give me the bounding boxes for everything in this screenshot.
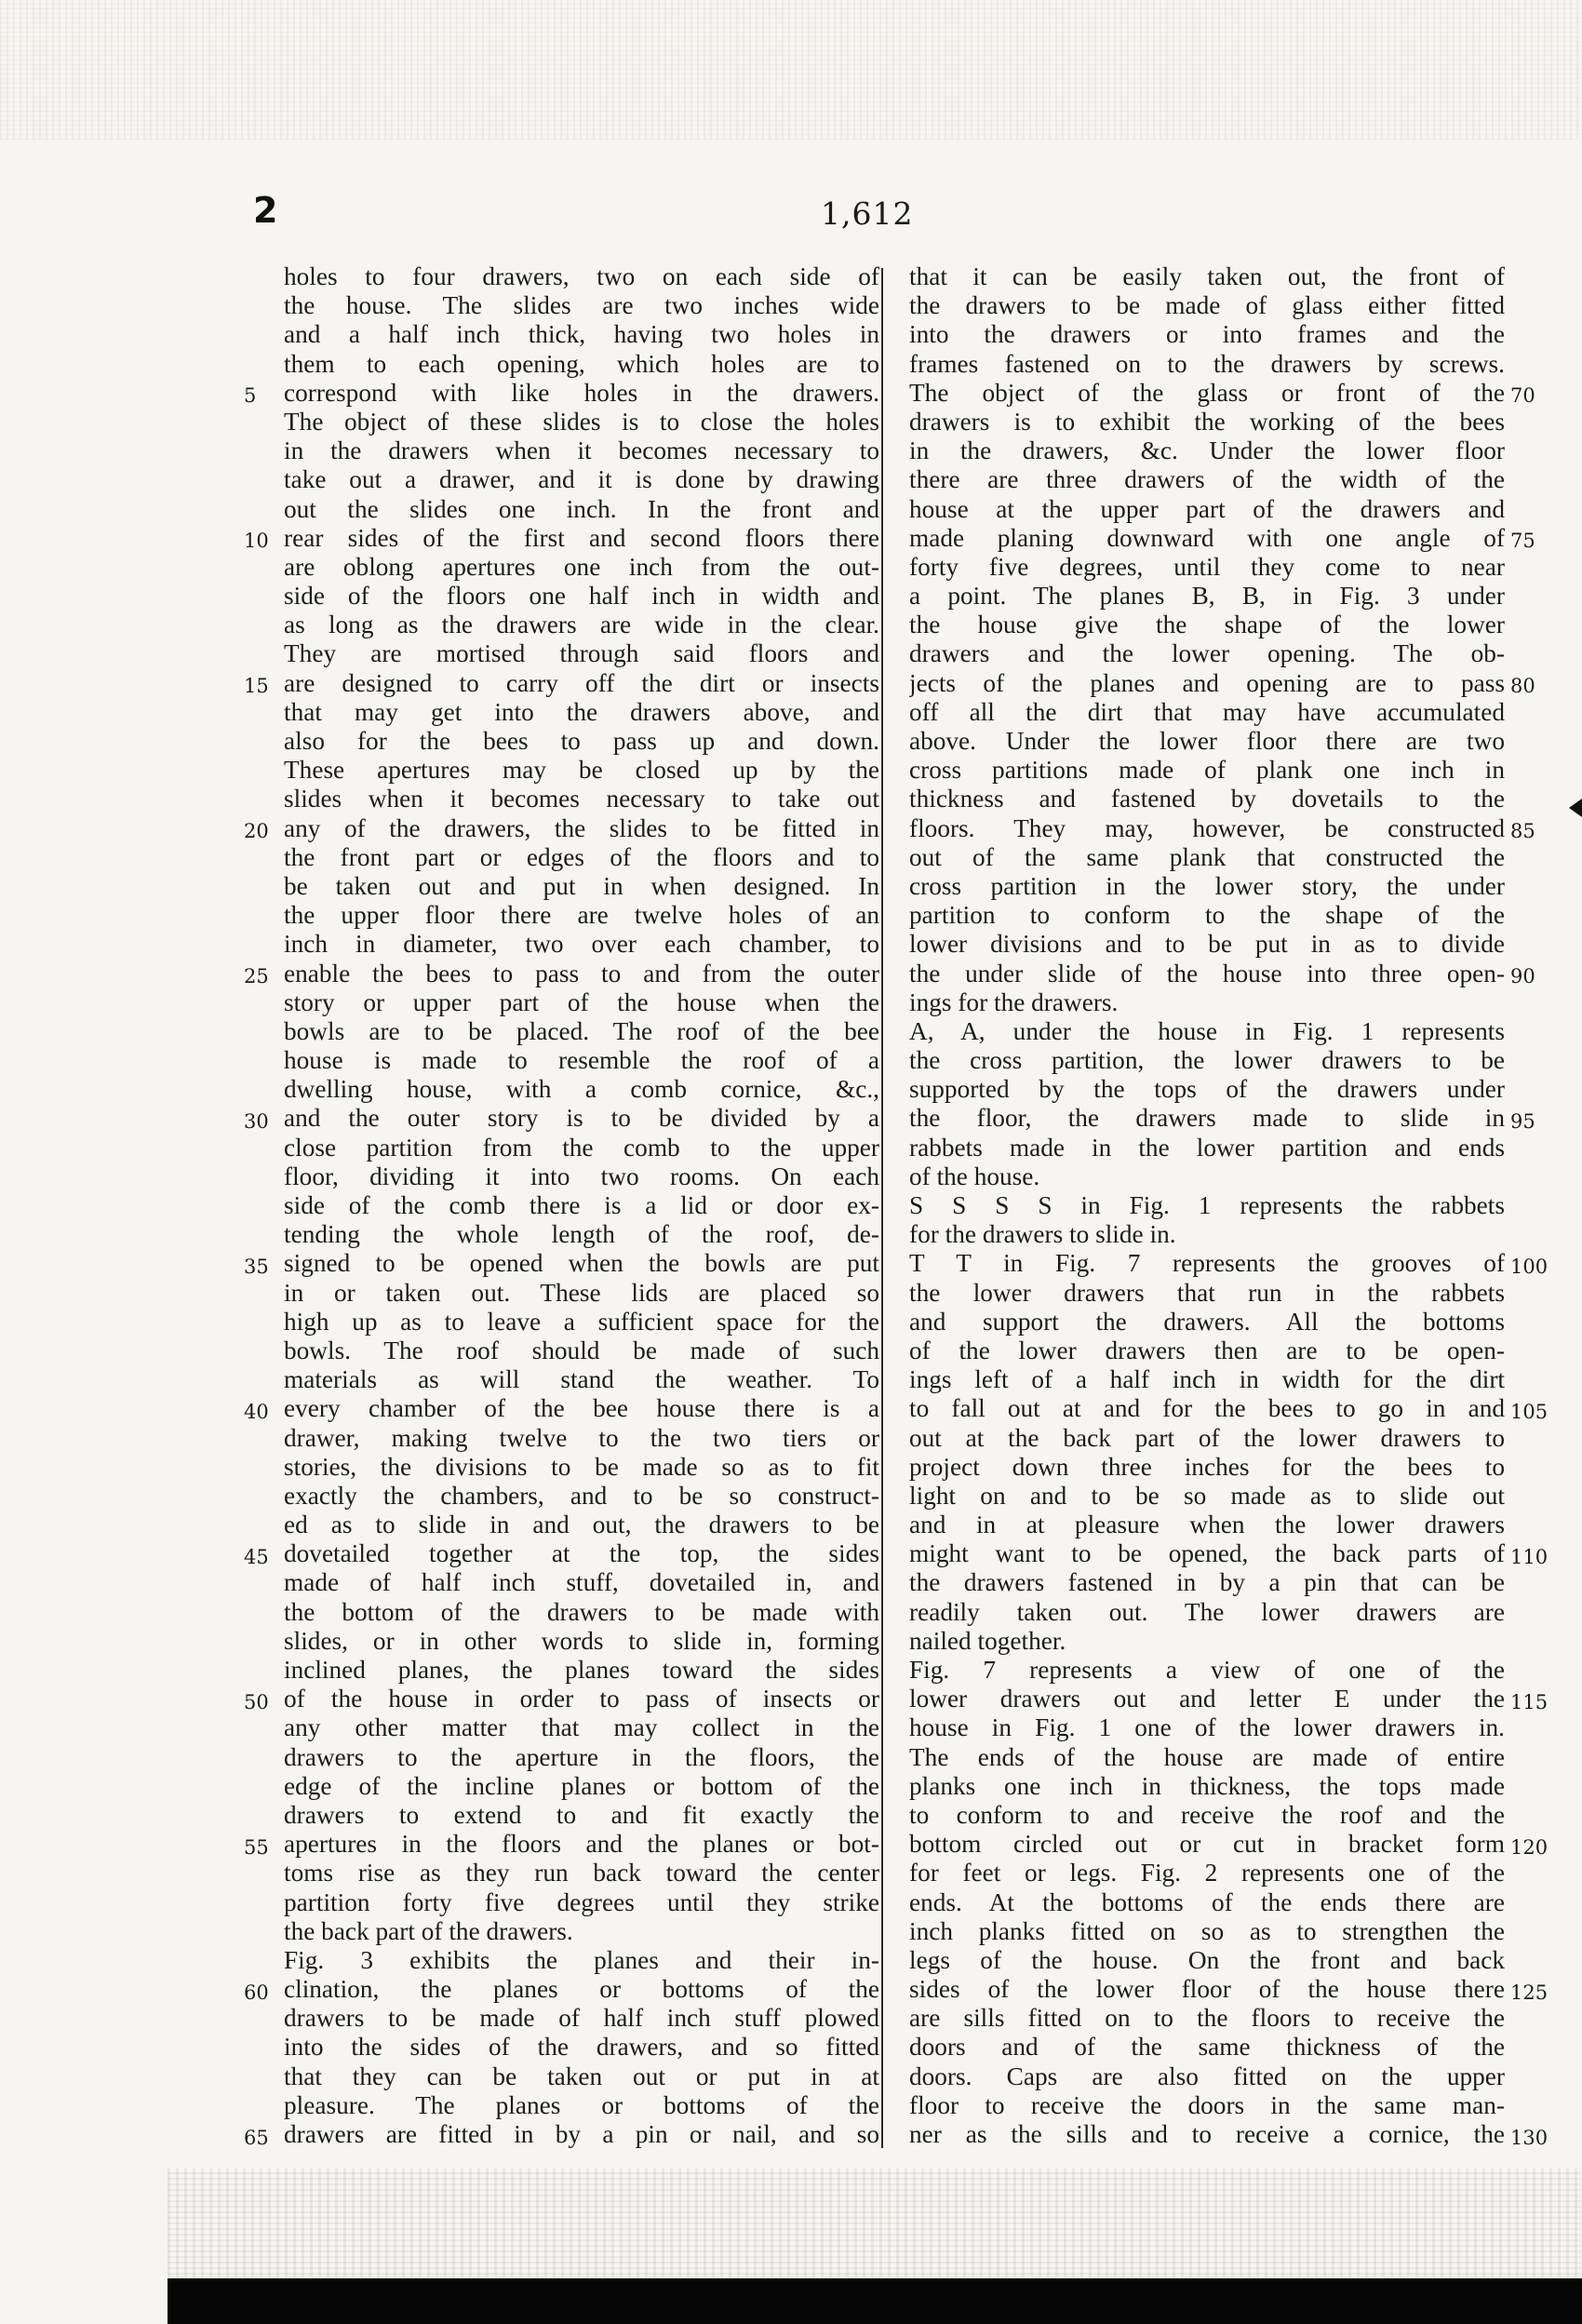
text-line: ner as the sills and to receive a cornice, the [909,2120,1505,2148]
text-line: correspond with like holes in the drawers. [284,378,879,407]
text-line: cross partitions made of plank one inch in [909,756,1505,785]
text-line: exactly the chambers, and to be so construct- [284,1481,879,1510]
text-line: house in Fig. 1 one of the lower drawers in. [909,1713,1505,1742]
text-line: the house give the shape of the lower [909,611,1505,639]
text-line: rabbets made in the lower partition and ends [909,1133,1505,1162]
text-line: pleasure. The planes or bottoms of the [284,2090,879,2119]
text-line: out at the back part of the lower drawers to [909,1423,1505,1452]
text-line: that it can be easily taken out, the front of [909,262,1505,290]
text-line: floor to receive the doors in the same man- [909,2090,1505,2119]
text-line: house at the upper part of the drawers and [909,494,1505,523]
line-number: 35 [244,1255,269,1278]
text-line: holes to four drawers, two on each side of [284,262,879,290]
line-number: 100 [1510,1255,1548,1278]
text-line: rear sides of the first and second floors there [284,523,879,552]
line-number: 115 [1510,1690,1548,1713]
text-line: the house. The slides are two inches wide [284,291,879,320]
text-line: into the sides of the drawers, and so fitted [284,2033,879,2062]
right-text-column [909,262,1505,2149]
text-line: the cross partition, the lower drawers to be [909,1046,1505,1075]
text-line: inch in diameter, two over each chamber, to [284,930,879,959]
text-line: the lower drawers that run in the rabbets [909,1278,1505,1307]
text-line: ed as to slide in and out, the drawers to be [284,1511,879,1539]
scan-bottom-border [168,2278,1582,2324]
text-line: the drawers to be made of glass either fitted [909,291,1505,320]
text-line: be taken out and put in when designed. In [284,871,879,900]
text-line: T T in Fig. 7 represents the grooves of [909,1249,1505,1278]
text-line: off all the dirt that may have accumulated [909,697,1505,726]
text-line: The object of these slides is to close the holes [284,407,879,436]
text-line: a point. The planes B, B, in Fig. 3 under [909,582,1505,611]
text-line: drawers to extend to and fit exactly the [284,1800,879,1829]
scan-speckle-top [0,0,1582,140]
text-line: ings for the drawers. [909,987,1119,1016]
text-line: side of the floors one half inch in width and [284,582,879,611]
text-line: ends. At the bottoms of the ends there are [909,1887,1505,1916]
line-number: 90 [1510,964,1535,987]
text-line: the back part of the drawers. [284,1916,573,1945]
text-line: slides when it becomes necessary to take out [284,785,879,813]
text-line: the bottom of the drawers to be made with [284,1597,879,1626]
line-number: 45 [244,1545,269,1568]
text-line: are designed to carry off the dirt or insects [284,668,879,697]
line-number: 125 [1510,1981,1548,2004]
text-line: to fall out at and for the bees to go in and [909,1394,1505,1423]
text-line: materials as will stand the weather. To [284,1365,879,1394]
text-line: in the drawers, &c. Under the lower floor [909,437,1505,465]
text-line: that they can be taken out or put in at [284,2062,879,2090]
text-line: cross partition in the lower story, the under [909,871,1505,900]
text-line: drawers to be made of half inch stuff plowed [284,2004,879,2033]
text-line: high up as to leave a sufficient space for the [284,1307,879,1336]
text-line: A, A, under the house in Fig. 1 represents [909,1016,1505,1045]
text-line: them to each opening, which holes are to [284,349,879,378]
text-line: there are three drawers of the width of the [909,465,1505,494]
line-number: 130 [1510,2126,1548,2149]
text-line: inch planks fitted on so as to strengthen the [909,1916,1505,1945]
line-number: 80 [1510,674,1535,697]
text-line: forty five degrees, until they come to near [909,552,1505,581]
text-line: frames fastened on to the drawers by screws. [909,349,1505,378]
text-line: lower divisions and to be put in as to divide [909,930,1505,959]
line-number: 10 [244,529,269,552]
line-number: 5 [244,383,257,407]
text-line: tending the whole length of the roof, de- [284,1220,879,1249]
text-line: side of the comb there is a lid or door ex- [284,1191,879,1219]
text-line: drawers are fitted in by a pin or nail, and so [284,2120,879,2148]
text-line: made planing downward with one angle of [909,523,1505,552]
line-number: 95 [1510,1109,1535,1133]
line-number: 50 [244,1690,269,1713]
text-line: partition to conform to the shape of the [909,901,1505,930]
text-line: for the drawers to slide in. [909,1220,1176,1249]
text-line: clination, the planes or bottoms of the [284,1975,879,2004]
text-line: lower drawers out and letter E under the [909,1685,1505,1713]
text-line: the under slide of the house into three open- [909,959,1505,987]
text-line: to conform to and receive the roof and the [909,1800,1505,1829]
text-line: and a half inch thick, having two holes in [284,320,879,349]
text-line: the drawers fastened in by a pin that can be [909,1568,1505,1597]
left-text-column [284,262,879,2149]
text-line: might want to be opened, the back parts of [909,1539,1505,1568]
text-line: drawer, making twelve to the two tiers or [284,1423,879,1452]
text-line: in the drawers when it becomes necessary to [284,437,879,465]
text-line: as long as the drawers are wide in the clear. [284,611,879,639]
text-line: bottom circled out or cut in bracket form [909,1830,1505,1859]
text-line: close partition from the comb to the upper [284,1133,879,1162]
text-line: dwelling house, with a comb cornice, &c., [284,1075,879,1104]
text-line: legs of the house. On the front and back [909,1945,1505,1974]
text-line: bowls are to be placed. The roof of the bee [284,1016,879,1045]
text-line: every chamber of the bee house there is a [284,1394,879,1423]
text-line: doors. Caps are also fitted on the upper [909,2062,1505,2090]
line-number: 105 [1510,1400,1548,1423]
line-number: 20 [244,819,269,842]
line-number: 30 [244,1109,269,1133]
line-number: 60 [244,1981,269,2004]
text-line: also for the bees to pass up and down. [284,727,879,755]
text-line: The object of the glass or front of the [909,378,1505,407]
text-line: and support the drawers. All the bottoms [909,1307,1505,1336]
text-line: toms rise as they run back toward the center [284,1859,879,1887]
text-line: are oblong apertures one inch from the out- [284,552,879,581]
text-line: out the slides one inch. In the front and [284,494,879,523]
text-line: They are mortised through said floors and [284,639,879,668]
text-line: drawers is to exhibit the working of the bees [909,407,1505,436]
line-number: 85 [1510,819,1535,842]
text-line: slides, or in other words to slide in, forming [284,1626,879,1655]
line-number: 120 [1510,1835,1548,1859]
text-line: project down three inches for the bees to [909,1452,1505,1481]
line-number: 110 [1510,1545,1548,1568]
page-number: 2 [253,190,278,231]
column-divider [881,268,883,2148]
line-number: 15 [244,674,269,697]
text-line: planks one inch in thickness, the tops made [909,1771,1505,1800]
text-line: are sills fitted on to the floors to receive the [909,2004,1505,2033]
text-line: Fig. 3 exhibits the planes and their in- [284,1945,879,1974]
text-line: made of half inch stuff, dovetailed in, and [284,1568,879,1597]
text-line: of the house. [909,1162,1040,1190]
text-line: These apertures may be closed up by the [284,756,879,785]
margin-arrow-mark [1569,799,1582,817]
text-line: take out a drawer, and it is done by drawing [284,465,879,494]
text-line: inclined planes, the planes toward the sides [284,1656,879,1684]
text-line: The ends of the house are made of entire [909,1742,1505,1771]
text-line: in or taken out. These lids are placed so [284,1278,879,1307]
text-line: supported by the tops of the drawers under [909,1075,1505,1104]
text-line: dovetailed together at the top, the sides [284,1539,879,1568]
line-number: 55 [244,1835,269,1859]
text-line: bowls. The roof should be made of such [284,1336,879,1364]
text-line: signed to be opened when the bowls are put [284,1249,879,1278]
text-line: doors and of the same thickness of the [909,2033,1505,2062]
text-line: edge of the incline planes or bottom of the [284,1771,879,1800]
text-line: the floor, the drawers made to slide in [909,1104,1505,1133]
text-line: ings left of a half inch in width for the dirt [909,1365,1505,1394]
text-line: into the drawers or into frames and the [909,320,1505,349]
text-line: out of the same plank that constructed the [909,842,1505,871]
text-line: of the lower drawers then are to be open- [909,1336,1505,1364]
line-number: 65 [244,2126,269,2149]
text-line: drawers and the lower opening. The ob- [909,639,1505,668]
text-line: the front part or edges of the floors and to [284,842,879,871]
text-line: readily taken out. The lower drawers are [909,1597,1505,1626]
text-line: above. Under the lower floor there are two [909,727,1505,755]
text-line: partition forty five degrees until they strike [284,1887,879,1916]
text-line: floors. They may, however, be constructed [909,813,1505,842]
text-line: stories, the divisions to be made so as to fit [284,1452,879,1481]
text-line: floor, dividing it into two rooms. On each [284,1162,879,1190]
text-line: light on and to be so made as to slide out [909,1481,1505,1510]
line-number: 70 [1510,383,1535,407]
text-line: Fig. 7 represents a view of one of the [909,1656,1505,1684]
text-line: house is made to resemble the roof of a [284,1046,879,1075]
scan-speckle-bottom [168,2169,1582,2280]
text-line: any other matter that may collect in the [284,1713,879,1742]
text-line: sides of the lower floor of the house there [909,1975,1505,2004]
text-line: story or upper part of the house when the [284,987,879,1016]
text-line: S S S S in Fig. 1 represents the rabbets [909,1191,1505,1219]
text-line: thickness and fastened by dovetails to the [909,785,1505,813]
patent-number: 1,612 [821,195,914,232]
text-line: any of the drawers, the slides to be fitted in [284,813,879,842]
text-line: drawers to the aperture in the floors, the [284,1742,879,1771]
line-number: 25 [244,964,269,987]
text-line: and the outer story is to be divided by a [284,1104,879,1133]
line-number: 75 [1510,529,1535,552]
text-line: the upper floor there are twelve holes of an [284,901,879,930]
text-line: that may get into the drawers above, and [284,697,879,726]
text-line: of the house in order to pass of insects or [284,1685,879,1713]
text-line: for feet or legs. Fig. 2 represents one of the [909,1859,1505,1887]
text-line: apertures in the floors and the planes or bot- [284,1830,879,1859]
text-line: enable the bees to pass to and from the outer [284,959,879,987]
text-line: nailed together. [909,1626,1066,1655]
line-number: 40 [244,1400,269,1423]
text-line: jects of the planes and opening are to pass [909,668,1505,697]
text-line: and in at pleasure when the lower drawers [909,1511,1505,1539]
